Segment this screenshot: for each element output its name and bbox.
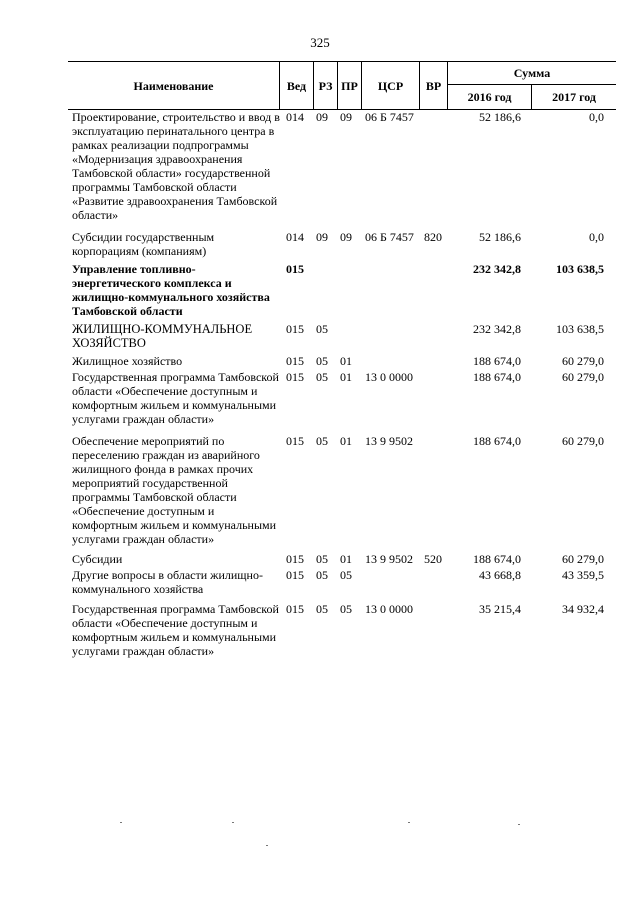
cell-rz: 09 <box>316 110 328 124</box>
cell-csr: 13 9 9502 <box>365 552 413 566</box>
cell-csr: 06 Б 7457 <box>365 110 414 124</box>
cell-csr: 13 0 0000 <box>365 602 413 616</box>
cell-ved: 015 <box>286 602 304 616</box>
cell-sum-2016: 188 674,0 <box>473 434 521 448</box>
cell-name: Субсидии государственным корпорациям (компаниям) <box>72 230 215 258</box>
cell-sum-2017: 43 359,5 <box>562 568 604 582</box>
cell-rz: 05 <box>316 322 328 336</box>
cell-csr: 06 Б 7457 <box>365 230 414 244</box>
cell-name: Другие вопросы в области жилищно-коммунального хозяйства <box>72 568 263 596</box>
cell-rz: 05 <box>316 370 328 384</box>
cell-rz: 09 <box>316 230 328 244</box>
cell-csr: 13 9 9502 <box>365 434 413 448</box>
cell-rz: 05 <box>316 552 328 566</box>
scan-speck <box>266 845 268 846</box>
header-year-2016: 2016 год <box>447 85 531 109</box>
cell-sum-2017: 34 932,4 <box>562 602 604 616</box>
header-name: Наименование <box>133 78 214 93</box>
cell-sum-2016: 232 342,8 <box>473 322 521 336</box>
page-number: 325 <box>310 35 330 50</box>
cell-rz: 05 <box>316 568 328 582</box>
table-row <box>68 370 616 426</box>
table-row <box>68 262 616 318</box>
cell-name: Государственная программа Тамбовской области «Обеспечение доступным и комфортным жильем и коммунальными услугами граждан области» <box>72 370 279 426</box>
cell-sum-2017: 0,0 <box>589 230 604 244</box>
cell-sum-2016: 43 668,8 <box>479 568 521 582</box>
cell-ved: 015 <box>286 568 304 582</box>
scan-speck <box>232 822 234 823</box>
cell-ved: 015 <box>286 552 304 566</box>
cell-vr: 520 <box>424 552 442 566</box>
cell-rz: 05 <box>316 602 328 616</box>
cell-sum-2016: 52 186,6 <box>479 110 521 124</box>
cell-vr: 820 <box>424 230 442 244</box>
cell-pr: 01 <box>340 354 352 368</box>
table-row <box>68 568 616 596</box>
cell-sum-2016: 52 186,6 <box>479 230 521 244</box>
table-row <box>68 230 616 258</box>
table-row <box>68 602 616 658</box>
cell-rz: 05 <box>316 434 328 448</box>
cell-pr: 01 <box>340 552 352 566</box>
cell-rz: 05 <box>316 354 328 368</box>
header-sum: Сумма <box>447 62 616 85</box>
cell-sum-2017: 60 279,0 <box>562 434 604 448</box>
cell-sum-2017: 60 279,0 <box>562 370 604 384</box>
table-row <box>68 110 616 222</box>
table-header <box>68 61 616 110</box>
cell-sum-2017: 103 638,5 <box>556 322 604 336</box>
table-body <box>68 110 616 658</box>
header-ved: Вед <box>279 62 313 109</box>
cell-name: Жилищное хозяйство <box>72 354 183 368</box>
cell-ved: 015 <box>286 354 304 368</box>
cell-name: Государственная программа Тамбовской области «Обеспечение доступным и комфортным жильем и коммунальными услугами граждан области» <box>72 602 279 658</box>
header-vr: ВР <box>419 62 447 109</box>
scan-speck <box>518 824 520 825</box>
header-rz: РЗ <box>313 62 337 109</box>
cell-pr: 05 <box>340 568 352 582</box>
cell-sum-2017: 103 638,5 <box>556 262 604 276</box>
cell-sum-2016: 35 215,4 <box>479 602 521 616</box>
cell-name: Обеспечение мероприятий по переселению граждан из аварийного жилищного фонда в рамках прочих мероприятий государственной программы Тамбовской области «Обеспечение доступным и комфортным жильем и коммунальными услугами граждан области» <box>72 434 277 546</box>
cell-pr: 09 <box>340 110 352 124</box>
cell-name: Управление топливно-энергетического комплекса и жилищно-коммунального хозяйства Тамбовской области <box>72 262 270 318</box>
cell-name: ЖИЛИЩНО-КОММУНАЛЬНОЕ ХОЗЯЙСТВО <box>72 322 253 350</box>
cell-pr: 01 <box>340 434 352 448</box>
cell-sum-2016: 188 674,0 <box>473 354 521 368</box>
table-row <box>68 552 616 566</box>
cell-csr: 13 0 0000 <box>365 370 413 384</box>
cell-name: Субсидии <box>72 552 123 566</box>
table-row <box>68 322 616 350</box>
cell-sum-2016: 188 674,0 <box>473 552 521 566</box>
cell-sum-2016: 188 674,0 <box>473 370 521 384</box>
cell-ved: 014 <box>286 230 304 244</box>
cell-ved: 015 <box>286 322 304 336</box>
cell-ved: 015 <box>286 370 304 384</box>
header-csr: ЦСР <box>361 62 419 109</box>
cell-name: Проектирование, строительство и ввод в эксплуатацию перинатального центра в рамках реализации подпрограммы «Модернизация здравоохранения Тамбовской области» государственной программы Тамбовской области «Развитие здравоохранения Тамбовской области» <box>72 110 280 222</box>
cell-pr: 05 <box>340 602 352 616</box>
cell-sum-2017: 60 279,0 <box>562 354 604 368</box>
cell-pr: 01 <box>340 370 352 384</box>
cell-pr: 09 <box>340 230 352 244</box>
cell-sum-2017: 0,0 <box>589 110 604 124</box>
table-row <box>68 354 616 368</box>
cell-ved: 015 <box>286 262 304 276</box>
scan-speck <box>408 822 410 823</box>
cell-ved: 015 <box>286 434 304 448</box>
header-year-2017: 2017 год <box>531 85 616 109</box>
table-row <box>68 434 616 546</box>
scan-speck <box>120 822 122 823</box>
cell-ved: 014 <box>286 110 304 124</box>
cell-sum-2017: 60 279,0 <box>562 552 604 566</box>
header-pr: ПР <box>337 62 361 109</box>
cell-sum-2016: 232 342,8 <box>473 262 521 276</box>
